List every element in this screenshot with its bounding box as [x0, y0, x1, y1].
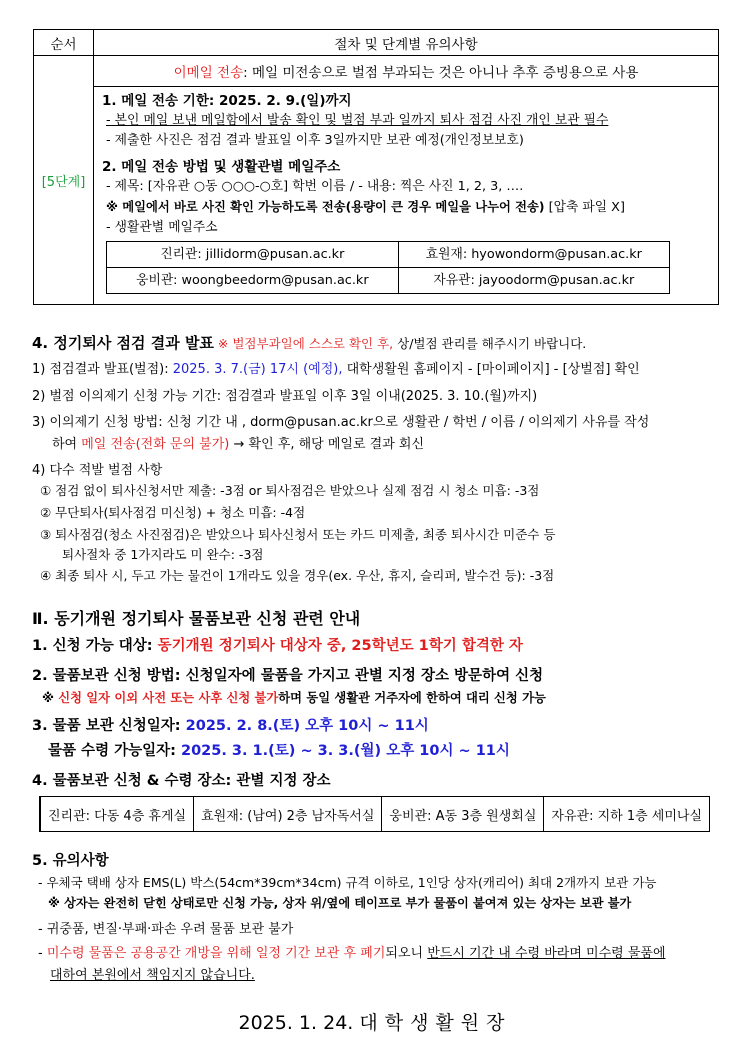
penalty-case-3-cont: 퇴사절차 중 1가지라도 미 완수: -3점 [62, 547, 264, 562]
signature-date: 2025. 1. 24. [238, 1012, 354, 1034]
penalty-case-4: ④ 최종 퇴사 시, 두고 가는 물건이 1개라도 있을 경우(ex. 우산, 휴지, 슬리퍼, 발수건 등): -3점 [40, 568, 555, 583]
apply-date-line: 3. 물품 보관 신청일자: 2025. 2. 8.(토) 오후 10시 ~ 11시 [32, 718, 429, 734]
result-item-4: 4) 다수 적발 벌점 사항 [32, 463, 163, 478]
location-hyowon: 효원재: (남여) 2층 남자독서실 [194, 797, 382, 832]
pickup-date-line: 물품 수령 가능일자: 2025. 3. 1.(토) ~ 3. 3.(월) 오후 10시 ~ 11시 [48, 743, 510, 759]
penalty-case-2: ② 무단퇴사(퇴사점검 미신청) + 청소 미흡: -4점 [40, 505, 306, 520]
result-item-3: 3) 이의제기 신청 방법: 신청 기간 내 , dorm@pusan.ac.kr으로 생활관 / 학번 / 이름 / 이의제기 사유를 작성 [32, 415, 650, 430]
location-woongbee: 웅비관: A동 3층 원생회실 [382, 797, 544, 832]
method-bullet-1: - 제목: [자유관 ○동 ○○○-○호] 학번 이름 / - 내용: 찍은 사진 1, 2, 3, …. [106, 179, 524, 194]
location-jayoo: 자유관: 지하 1층 세미나실 [544, 797, 710, 832]
result-item-2: 2) 벌점 이의제기 신청 가능 기간: 점검결과 발표일 이후 3일 이내(2025. 3. 10.(월)까지) [32, 389, 538, 404]
apply-method-line: 2. 물품보관 신청 방법: 신청일자에 물품을 가지고 관별 지정 장소 방문하여 신청 [32, 668, 544, 684]
email-jilli: 진리관: jillidorm@pusan.ac.kr [107, 242, 399, 268]
method-title: 2. 메일 전송 방법 및 생활관별 메일주소 [102, 159, 341, 175]
location-table [39, 796, 710, 832]
deadline-title: 1. 메일 전송 기한: 2025. 2. 9.(일)까지 [102, 93, 352, 109]
caution-item-2: - 귀중품, 변질·부패·파손 우려 물품 보관 불가 [38, 922, 294, 937]
step-label: [5단계] [34, 56, 94, 305]
caution-item-1: - 우체국 택배 상자 EMS(L) 박스(54cm*39cm*34cm) 규격 이하로, 1인당 상자(캐리어) 최대 2개까지 보관 가능 [38, 875, 657, 890]
caution-item-3: - 미수령 물품은 공용공간 개방을 위해 일정 기간 보관 후 폐기되오니 반드시 기간 내 수령 바라며 미수령 물품에 [38, 946, 666, 961]
email-woongbee: 웅비관: woongbeedorm@pusan.ac.kr [107, 268, 399, 294]
storage-section-title: Ⅱ. 동기개원 정기퇴사 물품보관 신청 관련 안내 [32, 609, 361, 628]
location-line: 4. 물품보관 신청 & 수령 장소: 관별 지정 장소 [32, 773, 331, 789]
eligibility-line: 1. 신청 가능 대상: 동기개원 정기퇴사 대상자 중, 25학년도 1학기 합격한 자 [32, 638, 523, 654]
caution-item-3-cont: 대하여 본원에서 책임지지 않습니다. [50, 968, 255, 983]
signature-line [0, 1008, 750, 1035]
caution-item-1-note: ※ 상자는 완전히 닫힌 상태로만 신청 가능, 상자 위/옆에 테이프로 부가 물품이 붙여져 있는 상자는 보관 불가 [48, 896, 632, 910]
email-hyowon: 효원재: hyowondorm@pusan.ac.kr [398, 242, 669, 268]
location-jilli: 진리관: 다동 4층 휴게실 [40, 797, 194, 832]
result-announcement-heading: 4. 정기퇴사 점검 결과 발표 ※ 벌점부과일에 스스로 확인 후, 상/벌점 관리를 해주시기 바랍니다. [32, 334, 587, 352]
col-order-header: 순서 [34, 30, 94, 56]
method-bullet-2: - 생활관별 메일주소 [106, 220, 218, 235]
signature-org: 대학생활원장 [359, 1012, 512, 1034]
email-heading: 이메일 전송: 메일 미전송으로 벌점 부과되는 것은 아니나 추후 증빙용으로 사용 [94, 56, 719, 87]
step-details [94, 87, 719, 305]
procedure-table [33, 29, 719, 305]
penalty-case-1: ① 점검 없이 퇴사신청서만 제출: -3점 or 퇴사점검은 받았으나 실제 점검 시 청소 미흡: -3점 [40, 483, 540, 498]
deadline-bullet-1: - 본인 메일 보낸 메일함에서 발송 확인 및 벌점 부과 일까지 퇴사 점검 사진 개인 보관 필수 [106, 113, 609, 128]
result-item-1: 1) 점검결과 발표(벌점): 2025. 3. 7.(금) 17시 (예정), 대학생활원 홈페이지 - [마이페이지] - [상벌점] 확인 [32, 362, 640, 377]
caution-title: 5. 유의사항 [32, 853, 109, 869]
deadline-bullet-2: - 제출한 사진은 점검 결과 발표일 이후 3일까지만 보관 예정(개인정보보호) [106, 133, 524, 148]
penalty-case-3: ③ 퇴사점검(청소 사진점검)은 받았으나 퇴사신청서 또는 카드 미제출, 최종 퇴사시간 미준수 등 [40, 527, 556, 542]
method-note: ※ 메일에서 바로 사진 확인 가능하도록 전송(용량이 큰 경우 메일을 나누어 전송) [압축 파일 X] [106, 200, 625, 215]
email-jayoo: 자유관: jayoodorm@pusan.ac.kr [398, 268, 669, 294]
result-item-3-cont: 하여 메일 전송(전화 문의 불가) → 확인 후, 해당 메일로 결과 회신 [52, 437, 425, 452]
apply-method-note: ※ 신청 일자 이외 사전 또는 사후 신청 불가하며 동일 생활관 거주자에 한하여 대리 신청 가능 [42, 691, 546, 705]
dorm-email-table [106, 241, 670, 294]
col-procedure-header: 절차 및 단계별 유의사항 [94, 30, 719, 56]
